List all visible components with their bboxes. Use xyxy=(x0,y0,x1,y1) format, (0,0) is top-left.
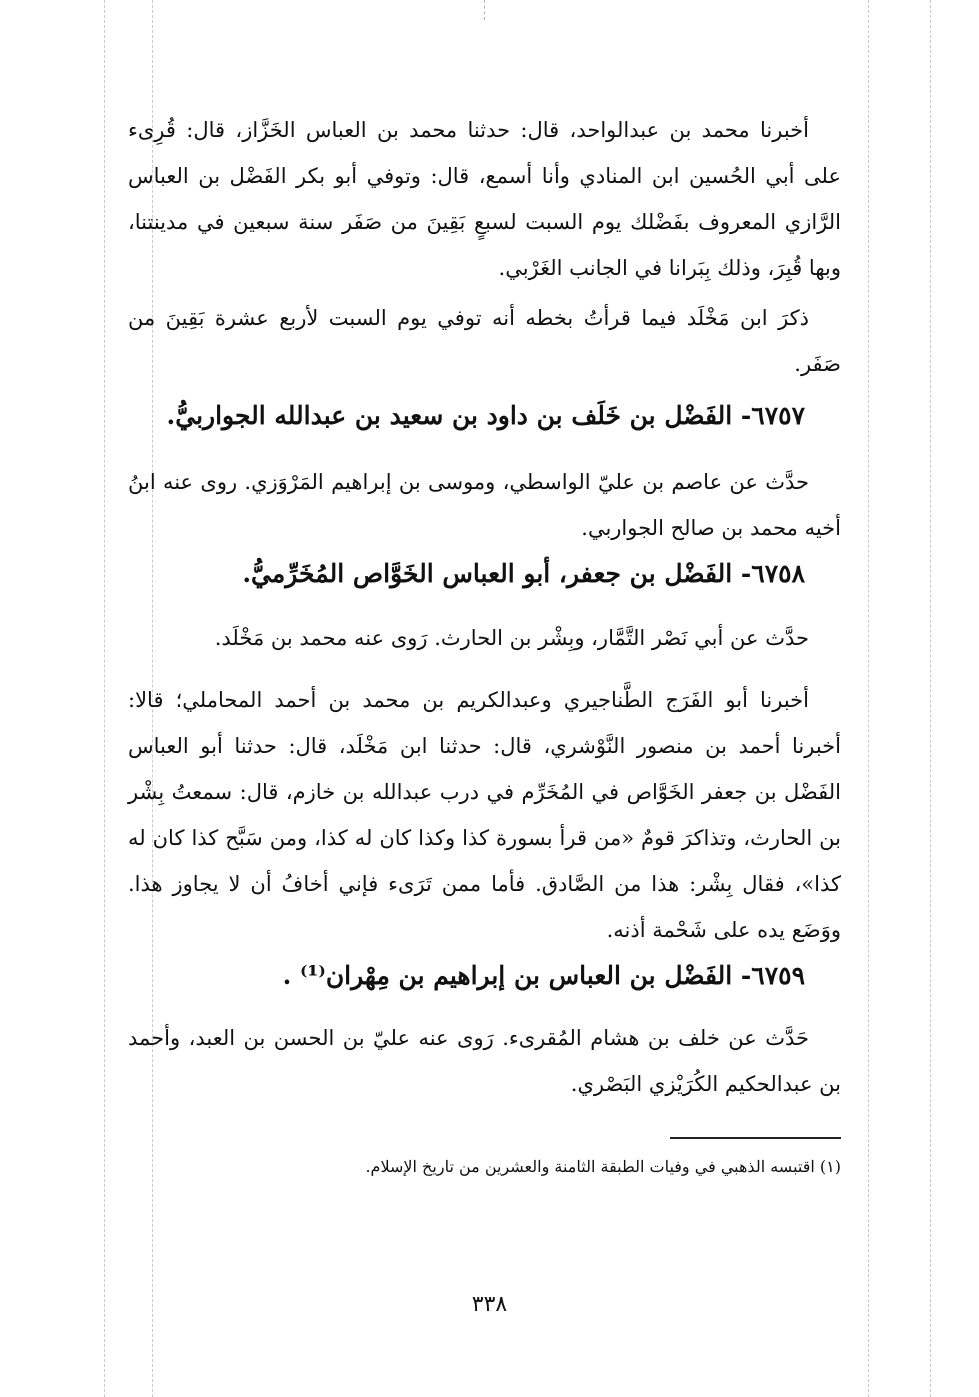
scan-artifact-line xyxy=(104,0,105,1397)
entry-title: الفَضْل بن جعفر، أبو العباس الخَوَّاص المُخَرِّميُّ. xyxy=(242,559,733,588)
entry-heading xyxy=(128,551,841,597)
entry-title: الفَضْل بن العباس بن إبراهيم بن مِهْران⁽¹⁾ . xyxy=(282,961,733,990)
entry-number: ٦٧٥٧- xyxy=(740,401,805,430)
top-center-mark xyxy=(484,0,485,20)
paragraph: ذكرَ ابن مَخْلَد فيما قرأتُ بخطه أنه توفي يوم السبت لأربع عشرة بَقِينَ من صَفَر. xyxy=(128,306,841,376)
footnote-separator xyxy=(670,1137,841,1139)
page-number: ٣٣٨ xyxy=(471,1292,508,1317)
main-text xyxy=(128,107,841,1107)
paragraph: أخبرنا أبو الفَرَج الطَّناجيري وعبدالكريم بن محمد بن أحمد المحاملي؛ قالا: أخبرنا أحمد بن منصور النَّوْشري، قال: حدثنا ابن مَخْلَد، قال: حدثنا أبو العباس الفَضْل بن جعفر الخَوَّاص في المُخَرِّم في درب عبدالله بن خازم، قال: سمعتُ بِشْر بن الحارث، وتذاكرَ قومٌ «من قرأ بسورة كذا وكذا كان له كذا، ومن سَبَّح كذا كان له كذا»، فقال بِشْر: هذا من الصَّادق. فأما ممن تَرَىء فإني أخافُ أن لا يجاوز هذا. ووَضَع يده على شَحْمة أذنه. xyxy=(128,688,841,942)
paragraph: حدَّث عن عاصم بن عليّ الواسطي، وموسى بن إبراهيم المَرْوَزي. روى عنه ابنُ أخيه محمد بن صالح الجواربي. xyxy=(128,470,841,540)
entry-heading xyxy=(128,953,841,999)
scan-artifact-line xyxy=(868,0,869,1397)
paragraph: أخبرنا محمد بن عبدالواحد، قال: حدثنا محمد بن العباس الخَزَّاز، قال: قُرِىء على أبي الحُسين ابن المنادي وأنا أسمع، قال: وتوفي أبو بكر الفَضْل بن العباس الرَّازي المعروف بفَضْلك يوم السبت لسبعٍ بَقِينَ من صَفَر سنة سبعين في مدينتنا، وبها قُبِرَ، وذلك بِبَرانا في الجانب الغَرْبي. xyxy=(128,118,841,280)
entry-number: ٦٧٥٨- xyxy=(740,559,805,588)
entry-heading xyxy=(128,393,841,439)
scan-artifact-line xyxy=(930,0,931,1397)
paragraph: حَدَّث عن خلف بن هشام المُقرىء. رَوى عنه عليّ بن الحسن بن العبد، وأحمد بن عبدالحكيم الكُرَيْزي البَصْري. xyxy=(128,1026,841,1096)
paragraph: حدَّث عن أبي نَصْر التَّمَّار، وبِشْر بن الحارث. رَوى عنه محمد بن مَخْلَد. xyxy=(214,626,809,650)
entry-number: ٦٧٥٩- xyxy=(740,961,805,990)
entry-title: الفَضْل بن خَلَف بن داود بن سعيد بن عبدالله الجواربيُّ. xyxy=(166,401,733,430)
footnote: (١) اقتبسه الذهبي في وفيات الطبقة الثامنة والعشرين من تاريخ الإسلام. xyxy=(365,1157,841,1176)
